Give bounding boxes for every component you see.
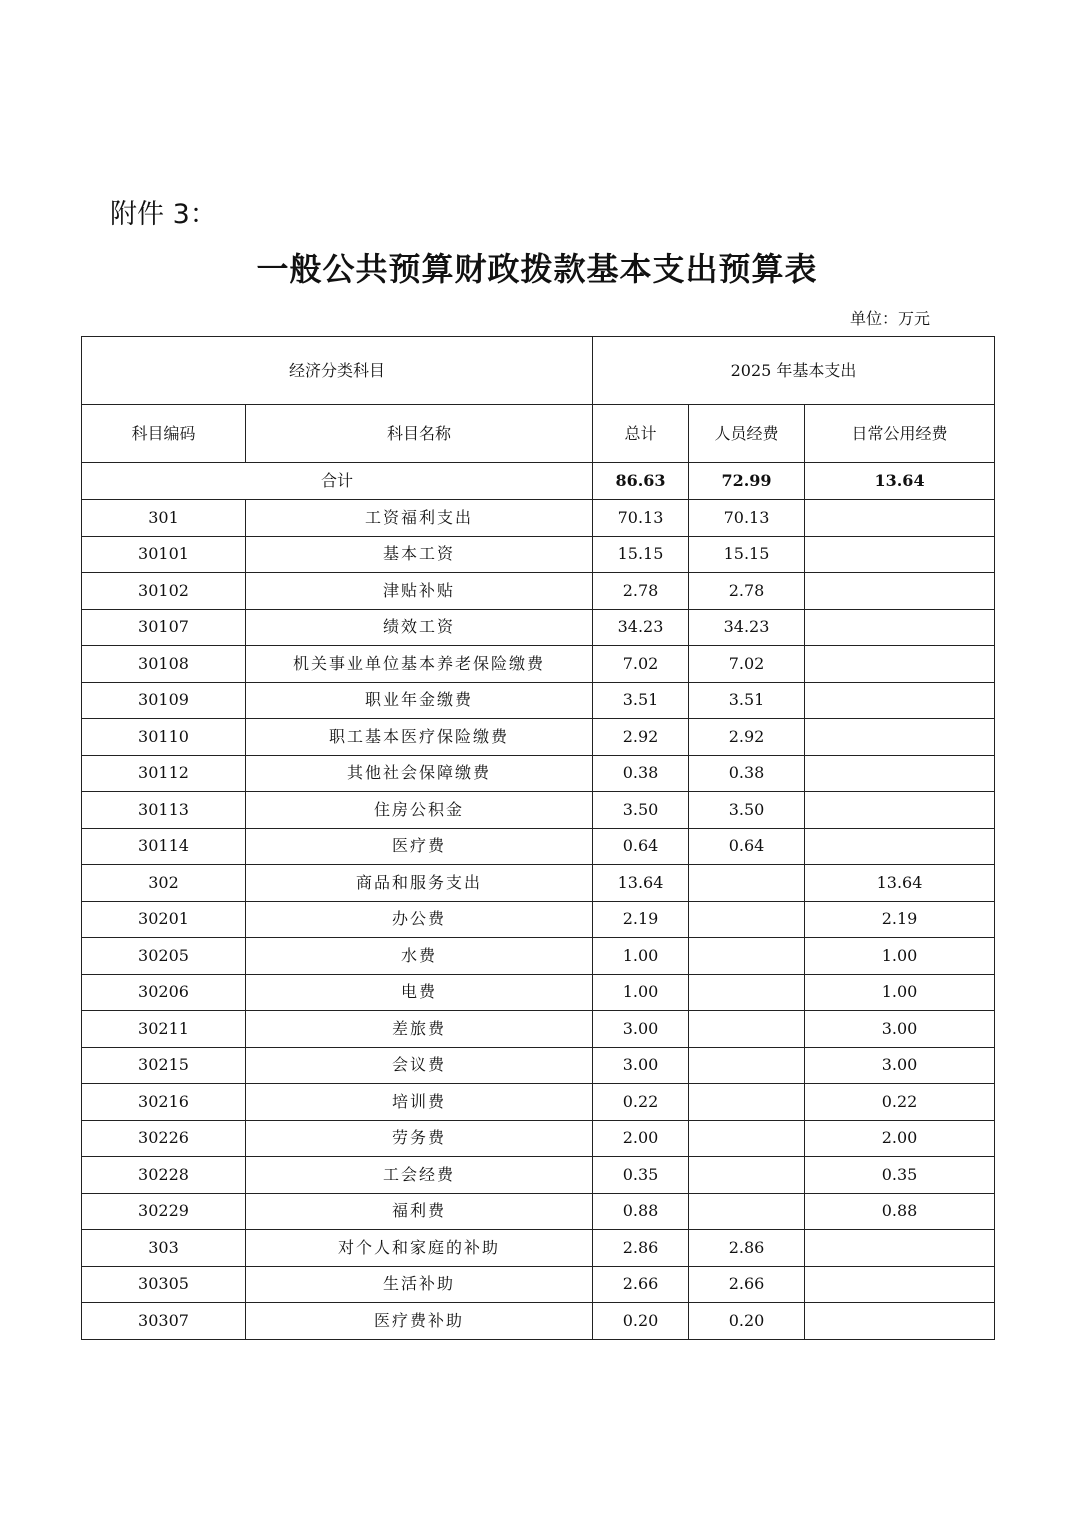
row-total: 1.00 [593, 938, 689, 975]
table-row [82, 1266, 995, 1303]
row-total: 3.50 [593, 792, 689, 829]
row-name: 水费 [246, 938, 593, 975]
row-code: 303 [82, 1230, 246, 1267]
row-personnel: 3.50 [689, 792, 805, 829]
table-row [82, 500, 995, 537]
row-public: 0.22 [805, 1084, 995, 1121]
row-name: 职业年金缴费 [246, 682, 593, 719]
row-personnel: 2.66 [689, 1266, 805, 1303]
table-row [82, 755, 995, 792]
row-total: 0.20 [593, 1303, 689, 1340]
row-personnel [689, 865, 805, 902]
row-code: 30226 [82, 1120, 246, 1157]
row-name: 差旅费 [246, 1011, 593, 1048]
row-name: 绩效工资 [246, 609, 593, 646]
row-personnel [689, 901, 805, 938]
row-public [805, 1303, 995, 1340]
total-label: 合计 [82, 463, 593, 500]
row-total: 0.88 [593, 1193, 689, 1230]
header-column-row [82, 405, 995, 463]
row-code: 30216 [82, 1084, 246, 1121]
row-code: 30206 [82, 974, 246, 1011]
page-title: 一般公共预算财政拨款基本支出预算表 [256, 250, 818, 288]
row-name: 其他社会保障缴费 [246, 755, 593, 792]
total-public: 13.64 [805, 463, 995, 500]
row-personnel: 7.02 [689, 646, 805, 683]
row-public: 0.88 [805, 1193, 995, 1230]
attachment-label: 附件 3： [110, 199, 217, 230]
row-code: 30101 [82, 536, 246, 573]
header-group-right: 2025 年基本支出 [593, 337, 995, 405]
row-code: 30113 [82, 792, 246, 829]
row-code: 30110 [82, 719, 246, 756]
row-total: 3.00 [593, 1047, 689, 1084]
row-total: 2.66 [593, 1266, 689, 1303]
row-total: 1.00 [593, 974, 689, 1011]
row-personnel: 15.15 [689, 536, 805, 573]
table-row [82, 682, 995, 719]
row-public: 1.00 [805, 938, 995, 975]
total-total: 86.63 [593, 463, 689, 500]
row-code: 30107 [82, 609, 246, 646]
row-name: 培训费 [246, 1084, 593, 1121]
row-public [805, 1266, 995, 1303]
row-name: 津贴补贴 [246, 573, 593, 610]
header-personnel: 人员经费 [689, 405, 805, 463]
table-row [82, 1011, 995, 1048]
row-public [805, 500, 995, 537]
row-public [805, 1230, 995, 1267]
row-public [805, 536, 995, 573]
row-total: 3.51 [593, 682, 689, 719]
row-public: 3.00 [805, 1011, 995, 1048]
row-total: 0.38 [593, 755, 689, 792]
row-code: 302 [82, 865, 246, 902]
row-personnel [689, 938, 805, 975]
row-total: 13.64 [593, 865, 689, 902]
row-name: 商品和服务支出 [246, 865, 593, 902]
row-public: 2.19 [805, 901, 995, 938]
row-personnel: 34.23 [689, 609, 805, 646]
row-public: 3.00 [805, 1047, 995, 1084]
row-personnel: 3.51 [689, 682, 805, 719]
row-public [805, 573, 995, 610]
row-name: 医疗费补助 [246, 1303, 593, 1340]
row-name: 基本工资 [246, 536, 593, 573]
header-group-row [82, 337, 995, 405]
table-row [82, 865, 995, 902]
table-row [82, 974, 995, 1011]
row-total: 2.00 [593, 1120, 689, 1157]
row-total: 0.22 [593, 1084, 689, 1121]
row-total: 0.35 [593, 1157, 689, 1194]
row-total: 7.02 [593, 646, 689, 683]
row-personnel: 0.64 [689, 828, 805, 865]
row-name: 福利费 [246, 1193, 593, 1230]
table-row [82, 1120, 995, 1157]
row-personnel: 0.20 [689, 1303, 805, 1340]
header-code: 科目编码 [82, 405, 246, 463]
row-name: 生活补助 [246, 1266, 593, 1303]
table-row [82, 828, 995, 865]
row-public: 0.35 [805, 1157, 995, 1194]
header-total: 总计 [593, 405, 689, 463]
row-name: 工会经费 [246, 1157, 593, 1194]
row-code: 30215 [82, 1047, 246, 1084]
row-code: 30229 [82, 1193, 246, 1230]
table-row [82, 609, 995, 646]
row-total: 15.15 [593, 536, 689, 573]
row-total: 2.19 [593, 901, 689, 938]
row-code: 30109 [82, 682, 246, 719]
row-public: 2.00 [805, 1120, 995, 1157]
table-row [82, 719, 995, 756]
row-personnel [689, 974, 805, 1011]
row-name: 办公费 [246, 901, 593, 938]
table-row [82, 536, 995, 573]
table-row [82, 1047, 995, 1084]
row-code: 30114 [82, 828, 246, 865]
table-row [82, 1193, 995, 1230]
row-total: 2.86 [593, 1230, 689, 1267]
row-personnel [689, 1011, 805, 1048]
row-personnel [689, 1084, 805, 1121]
row-personnel: 2.86 [689, 1230, 805, 1267]
row-public [805, 755, 995, 792]
row-code: 30102 [82, 573, 246, 610]
row-code: 30112 [82, 755, 246, 792]
row-total: 34.23 [593, 609, 689, 646]
total-row [82, 463, 995, 500]
row-personnel: 70.13 [689, 500, 805, 537]
unit-label: 单位：万元 [850, 309, 931, 328]
row-code: 30205 [82, 938, 246, 975]
row-personnel: 2.92 [689, 719, 805, 756]
table-row [82, 1157, 995, 1194]
row-total: 2.92 [593, 719, 689, 756]
row-name: 会议费 [246, 1047, 593, 1084]
row-code: 30228 [82, 1157, 246, 1194]
row-code: 30201 [82, 901, 246, 938]
row-name: 医疗费 [246, 828, 593, 865]
row-name: 机关事业单位基本养老保险缴费 [246, 646, 593, 683]
row-name: 职工基本医疗保险缴费 [246, 719, 593, 756]
row-personnel [689, 1047, 805, 1084]
row-personnel: 2.78 [689, 573, 805, 610]
table-row [82, 573, 995, 610]
row-personnel [689, 1120, 805, 1157]
table-row [82, 1303, 995, 1340]
row-public: 13.64 [805, 865, 995, 902]
row-public [805, 682, 995, 719]
budget-table [81, 336, 995, 1340]
total-personnel: 72.99 [689, 463, 805, 500]
row-public [805, 828, 995, 865]
row-code: 30305 [82, 1266, 246, 1303]
row-total: 70.13 [593, 500, 689, 537]
row-personnel [689, 1157, 805, 1194]
table-row [82, 792, 995, 829]
row-name: 劳务费 [246, 1120, 593, 1157]
header-public: 日常公用经费 [805, 405, 995, 463]
row-code: 301 [82, 500, 246, 537]
row-public: 1.00 [805, 974, 995, 1011]
row-code: 30211 [82, 1011, 246, 1048]
row-total: 2.78 [593, 573, 689, 610]
row-code: 30108 [82, 646, 246, 683]
header-name: 科目名称 [246, 405, 593, 463]
header-group-left: 经济分类科目 [82, 337, 593, 405]
row-public [805, 646, 995, 683]
row-public [805, 609, 995, 646]
table-row [82, 1084, 995, 1121]
row-name: 住房公积金 [246, 792, 593, 829]
row-name: 工资福利支出 [246, 500, 593, 537]
row-name: 对个人和家庭的补助 [246, 1230, 593, 1267]
table-row [82, 646, 995, 683]
row-name: 电费 [246, 974, 593, 1011]
row-total: 3.00 [593, 1011, 689, 1048]
row-personnel: 0.38 [689, 755, 805, 792]
row-total: 0.64 [593, 828, 689, 865]
row-personnel [689, 1193, 805, 1230]
table-row [82, 901, 995, 938]
row-public [805, 719, 995, 756]
table-row [82, 938, 995, 975]
table-row [82, 1230, 995, 1267]
row-code: 30307 [82, 1303, 246, 1340]
row-public [805, 792, 995, 829]
